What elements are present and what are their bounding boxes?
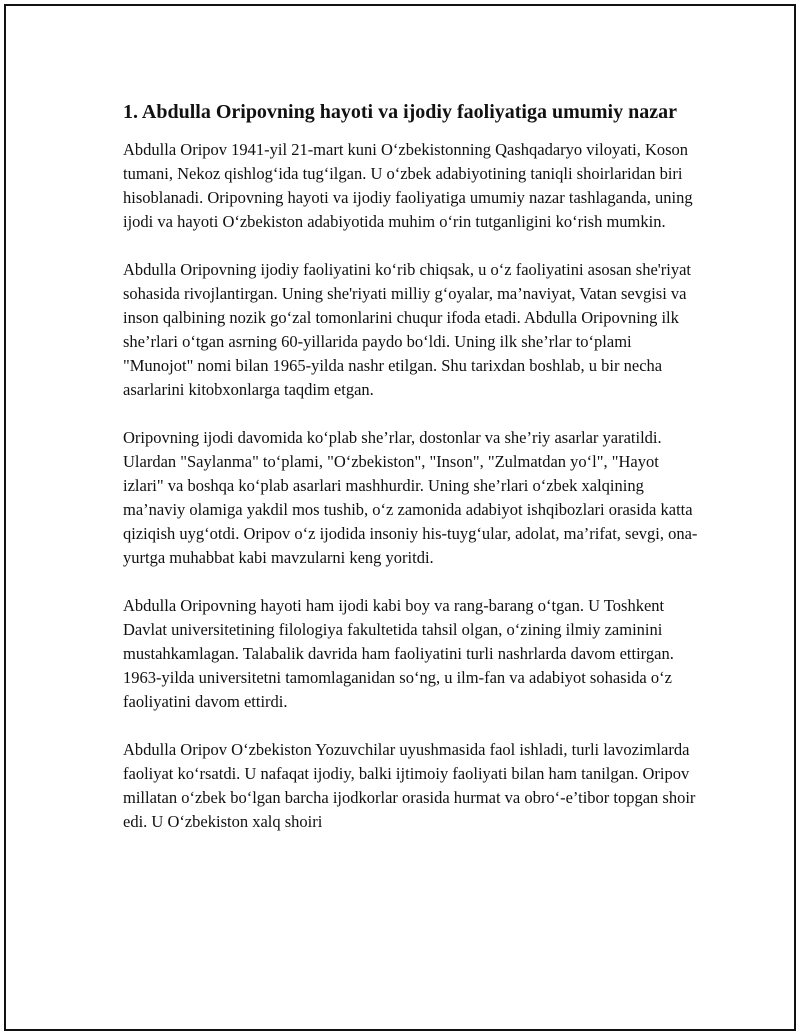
paragraph-2: Abdulla Oripovning ijodiy faoliyatini ko‘rib chiqsak, u o‘z faoliyatini asosan she'riyat sohasida rivojlantirgan. Uning she'riyati milliy g‘oyalar, ma’naviyat, Vatan sevgisi va inson qalbining nozik go‘zal tomonlarini chuqur ifoda etadi. Abdulla Oripovning ilk she’rlari o‘tgan asrning 60-yillarida paydo bo‘ldi. Uning ilk she’rlar to‘plami "Munojot" nomi bilan 1965-yilda nashr etilgan. Shu tarixdan boshlab, u bir necha asarlarini kitobxonlarga taqdim etgan. <box>123 260 691 399</box>
paragraph-3: Oripovning ijodi davomida ko‘plab she’rlar, dostonlar va she’riy asarlar yaratildi. Ulardan "Saylanma" to‘plami, "O‘zbekiston", "Inson", "Zulmatdan yo‘l", "Hayot izlari" va boshqa ko‘plab asarlari mashhurdir. Uning she’rlari o‘zbek xalqining ma’naviy olamiga yakdil mos tushib, o‘z zamonida adabiyot ishqibozlari orasida katta qiziqish uyg‘otdi. Oripov o‘z ijodida insoniy his-tuyg‘ular, adolat, ma’rifat, sevgi, ona-yurtga muhabbat kabi mavzularni keng yoritdi. <box>123 428 698 567</box>
paragraph-1: Abdulla Oripov 1941-yil 21-mart kuni O‘zbekistonning Qashqadaryo viloyati, Koson tumani, Nekoz qishlog‘ida tug‘ilgan. U o‘zbek adabiyotining taniqli shoirlaridan biri hisoblanadi. Oripovning hayoti va ijodiy faoliyatiga umumiy nazar tashlaganda, uning ijodi va hayoti O‘zbekiston adabiyotida muhim o‘rin tutganligini ko‘rish mumkin. <box>123 140 693 231</box>
paragraph-5: Abdulla Oripov O‘zbekiston Yozuvchilar uyushmasida faol ishladi, turli lavozimlarda faoliyat ko‘rsatdi. U nafaqat ijodiy, balki ijtimoiy faoliyati bilan ham tanilgan. Oripov millatan o‘zbek bo‘lgan barcha ijodkorlar orasida hurmat va obro‘-e’tibor topgan shoir edi. U O‘zbekiston xalq shoiri <box>123 740 696 831</box>
paragraph-4: Abdulla Oripovning hayoti ham ijodi kabi boy va rang-barang o‘tgan. U Toshkent Davlat universitetining filologiya fakultetida tahsil olgan, o‘zining ilmiy zaminini mustahkamlagan. Talabalik davrida ham faoliyatini turli nashrlarda davom ettirgan. 1963-yilda universitetni tamomlaganidan so‘ng, u ilm-fan va adabiyot sohasida o‘z faoliyatini davom ettirdi. <box>123 596 674 711</box>
document-body <box>123 98 698 858</box>
section-heading: 1. Abdulla Oripovning hayoti va ijodiy faoliyatiga umumiy nazar <box>123 101 677 123</box>
page-frame <box>4 4 796 1031</box>
